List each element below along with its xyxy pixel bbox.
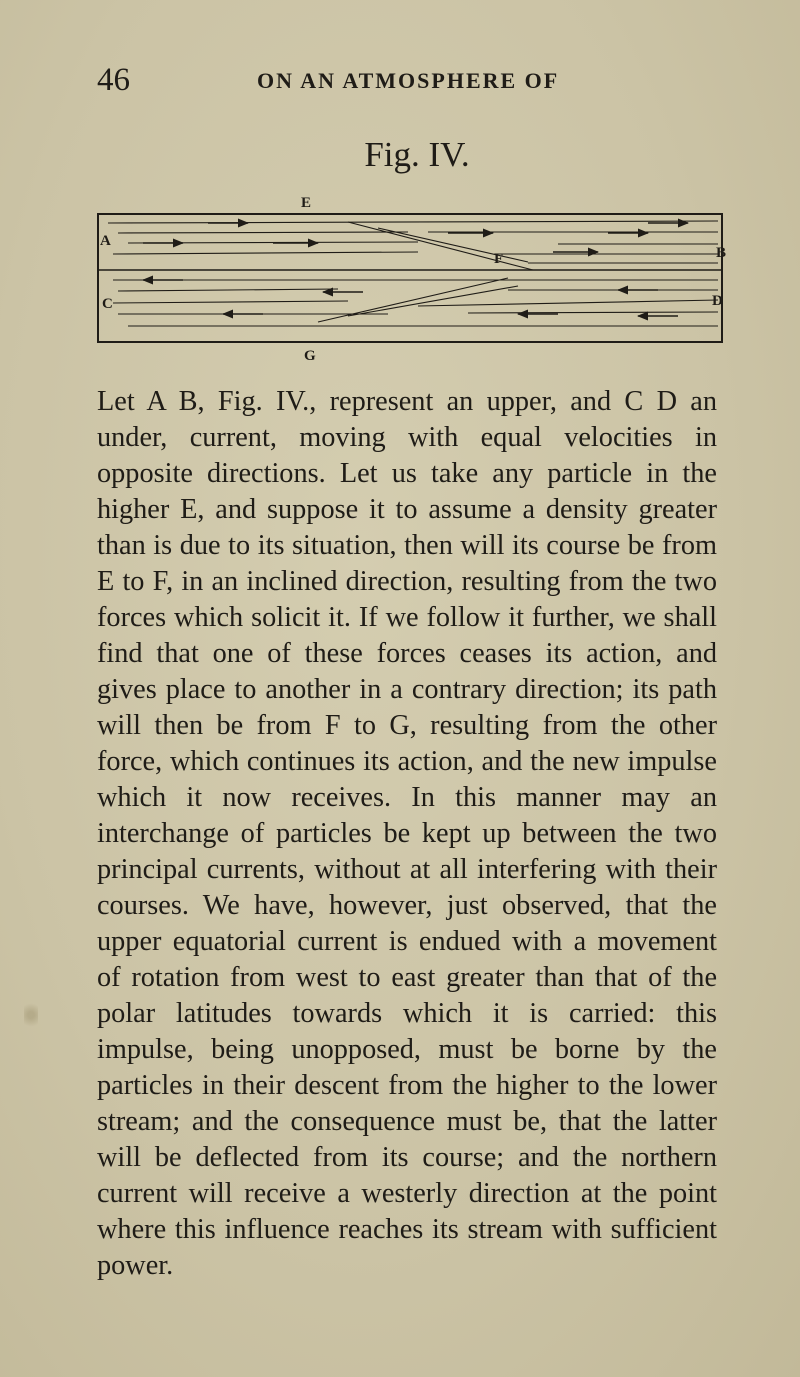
lower-current-arrows bbox=[143, 280, 678, 316]
label-f: F bbox=[494, 251, 504, 267]
figure-title bbox=[0, 133, 800, 177]
upper-current-lines bbox=[108, 221, 718, 270]
lower-current-lines bbox=[113, 278, 718, 326]
body-text bbox=[97, 384, 717, 1284]
label-d: D bbox=[712, 293, 723, 309]
label-g: G bbox=[304, 348, 316, 363]
label-a: A bbox=[100, 233, 111, 249]
label-e: E bbox=[301, 195, 312, 211]
page-number: 46 bbox=[97, 62, 130, 98]
page-header bbox=[97, 60, 717, 100]
paper-blemish bbox=[24, 1000, 38, 1030]
figure-title-text: Fig. IV. bbox=[364, 135, 470, 174]
label-b: B bbox=[716, 245, 727, 261]
upper-current-arrows bbox=[143, 223, 688, 252]
label-c: C bbox=[102, 296, 113, 312]
running-head: ON AN ATMOSPHERE OF bbox=[257, 68, 560, 93]
body-paragraph: Let A B, Fig. IV., represent an upper, and C D an under, current, moving with equal velocities in opposite directions. Let us take any particle in the higher E, and suppose it to assume a density greater than is due to its situation, then will its course be from E to F, in an inclined direction, resulting from the two forces which solicit it. If we follow it further, we shall find that one of these forces ceases its action, and gives place to another in a contrary direction; its path will then be from F to G, resulting from the other force, which continues its action, and the new impulse which it now receives. In this manner may an interchange of particles be kept up between the two principal currents, without at all interfering with their courses. We have, however, just observed, that the upper equatorial current is endued with a movement of rotation from west to east greater than that of the polar latitudes towards which it is carried: this impulse, being unopposed, must be borne by the particles in their descent from the higher to the lower stream; and the consequence must be, that the latter will be deflected from its course; and the northern current will receive a westerly direction at the point where this influence reaches its stream with sufficient power. bbox=[97, 386, 717, 1281]
figure-iv-diagram bbox=[88, 188, 738, 363]
